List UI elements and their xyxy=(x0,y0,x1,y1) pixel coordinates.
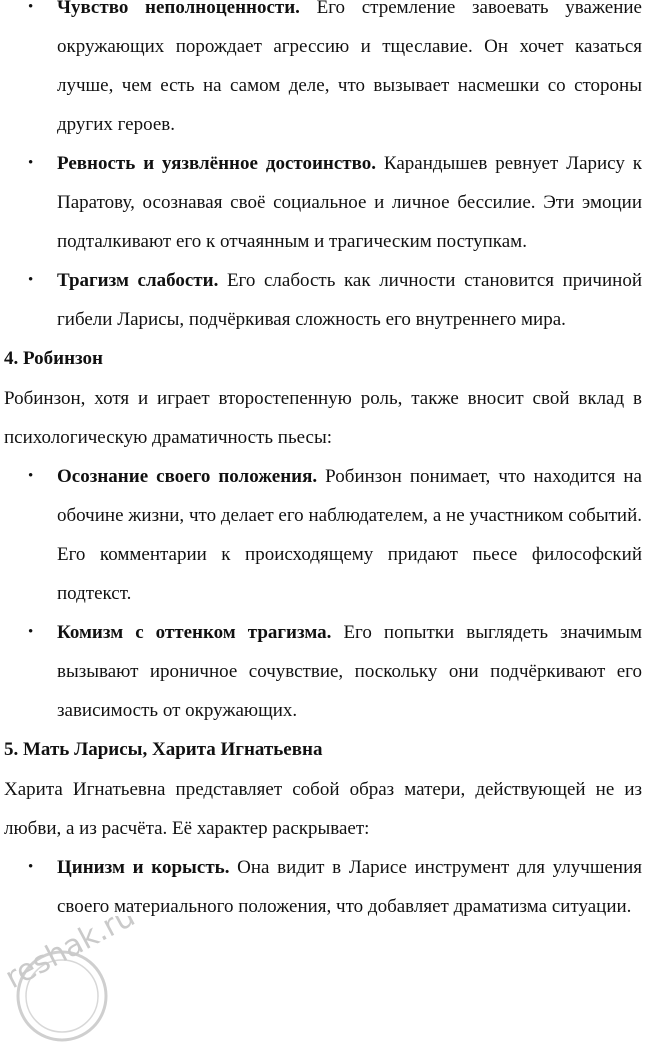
list-item xyxy=(4,457,642,613)
section-intro-robinson: Робинзон, хотя и играет второстепенную роль, также вносит свой вклад в психологическую драматичность пьесы: xyxy=(4,388,642,448)
item-text: Его слабость как личности становится причиной гибели Ларисы, подчёркивая сложность его внутреннего мира. xyxy=(57,270,642,330)
bullet-icon: • xyxy=(28,859,34,875)
item-bold-lead: Осознание своего положения. xyxy=(57,466,318,487)
list-item xyxy=(4,144,642,261)
bullet-icon: • xyxy=(28,624,34,640)
bullet-icon: • xyxy=(28,468,34,484)
item-text: Она видит в Ларисе инструмент для улучшения своего материального положения, что добавляет драматизма ситуации. xyxy=(57,857,642,917)
item-bold-lead: Трагизм слабости. xyxy=(57,270,219,291)
section-heading-robinson: 4. Робинзон xyxy=(4,348,103,369)
watermark-text: reshak.ru xyxy=(2,916,141,996)
watermark-icon xyxy=(2,916,172,1056)
item-text: Его попытки выглядеть значимым вызывают ироничное сочувствие, поскольку они подчёркивают его зависимость от окружающих. xyxy=(57,622,642,721)
item-bold-lead: Комизм с оттенком трагизма. xyxy=(57,622,332,643)
list-item xyxy=(4,261,642,339)
bullet-icon: • xyxy=(28,272,34,288)
item-text: Его стремление завоевать уважение окружающих порождает агрессию и тщеславие. Он хочет казаться лучше, чем есть на самом деле, что вызывает насмешки со стороны других героев. xyxy=(57,0,642,135)
item-bold-lead: Ревность и уязвлённое достоинство. xyxy=(57,153,376,174)
bullet-icon: • xyxy=(28,0,34,15)
item-text: Робинзон понимает, что находится на обочине жизни, что делает его наблюдателем, а не участником событий. Его комментарии к происходящему придают пьесе философский подтекст. xyxy=(57,466,642,604)
item-text: Карандышев ревнует Ларису к Паратову, осознавая своё социальное и личное бессилие. Эти эмоции подталкивают его к отчаянным и трагическим поступкам. xyxy=(57,153,642,252)
document-page xyxy=(4,0,642,926)
item-bold-lead: Цинизм и корысть. xyxy=(57,857,230,878)
watermark-logo xyxy=(2,916,172,1056)
list-item xyxy=(4,0,642,144)
section-intro-kharita: Харита Игнатьевна представляет собой образ матери, действующей не из любви, а из расчёта. Её характер раскрывает: xyxy=(4,779,642,839)
list-item xyxy=(4,613,642,730)
bullet-icon: • xyxy=(28,155,34,171)
list-item xyxy=(4,848,642,926)
section-heading-kharita: 5. Мать Ларисы, Харита Игнатьевна xyxy=(4,739,323,760)
item-bold-lead: Чувство неполноценности. xyxy=(57,0,300,18)
